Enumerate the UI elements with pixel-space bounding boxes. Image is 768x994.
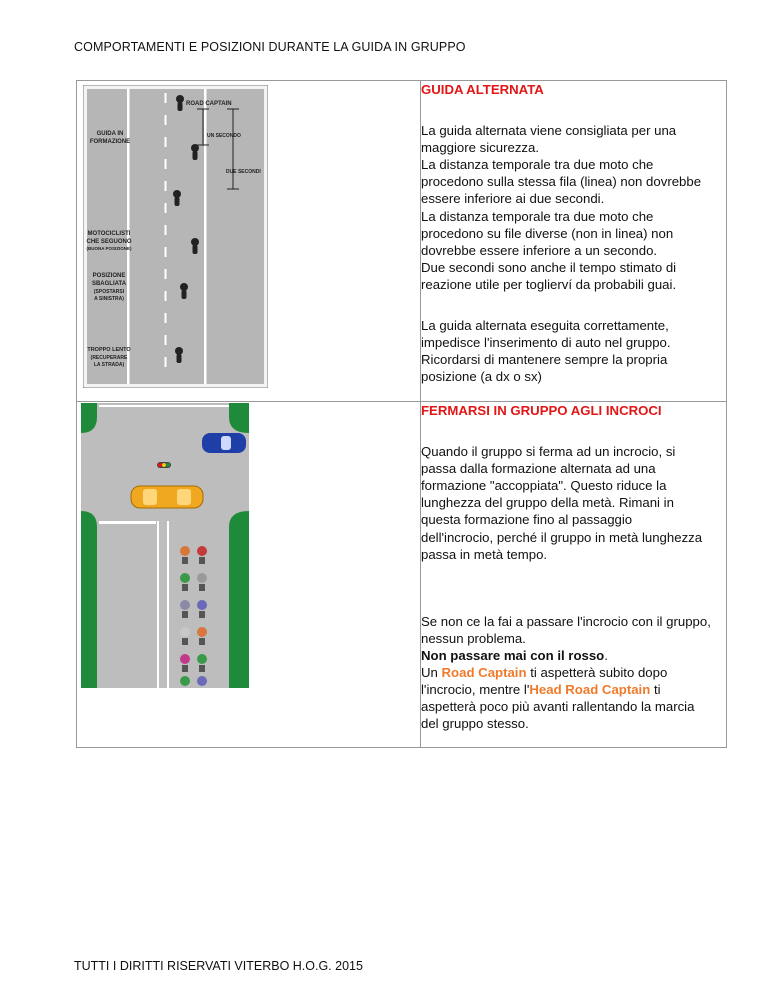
text-line: La distanza temporale tra due moto che — [421, 157, 654, 173]
text-line: passa in metà tempo. — [421, 546, 548, 562]
guida-alternata-paragraph-1 — [421, 122, 726, 293]
text-line: La guida alternata viene consigliata per una — [421, 123, 677, 139]
text-line: La guida alternata eseguita correttamente, — [421, 318, 669, 334]
traffic-light-icon — [157, 462, 171, 468]
text-line: questa formazione fino al passaggio — [421, 512, 633, 528]
stop-line — [99, 405, 229, 407]
road-captain-label: ROAD CAPTAIN — [186, 101, 232, 107]
intersection-diagram — [81, 403, 249, 688]
guida-alternata-text-cell — [421, 81, 727, 402]
content-table — [76, 80, 727, 748]
text-line: lunghezza del gruppo della metà. Rimani in — [421, 495, 674, 511]
text-line — [421, 664, 726, 681]
text-line: Due secondi sono anche il tempo stimato di — [421, 259, 677, 275]
lane-edge-line — [157, 521, 159, 688]
page-footer: TUTTI I DIRITTI RISERVATI VITERBO H.O.G. 2015 — [74, 959, 363, 973]
formazione-label: FORMAZIONE — [89, 139, 131, 145]
text-line: impedisce l'inserimento di auto nel gruppo. — [421, 335, 671, 351]
posizione-label: POSIZIONE — [92, 273, 126, 279]
spostarsi-label: (SPOSTARSI — [93, 289, 125, 295]
che-seguono-label: CHE SEGUONO — [86, 239, 132, 245]
incroci-text-cell — [421, 402, 727, 748]
bold-warning: Non passare mai con il rosso — [421, 647, 605, 663]
table-row — [77, 81, 727, 402]
guida-in-label: GUIDA IN — [96, 131, 124, 137]
recuperare-label: (RECUPERARE — [90, 355, 128, 361]
text-line: procedono su file diverse (non in linea) non — [421, 225, 674, 241]
text-line: reazione utile per toglierví da probabili guai. — [421, 276, 677, 292]
stop-line — [99, 521, 156, 524]
text-line — [421, 681, 726, 698]
lane-edge-line — [167, 521, 169, 688]
bold-warning-line — [421, 647, 726, 664]
text-line: del gruppo stesso. — [421, 716, 529, 732]
incroci-paragraph-2 — [421, 613, 726, 733]
text-line: nessun problema. — [421, 630, 526, 646]
motociclisti-label: MOTOCICLISTI — [87, 231, 131, 237]
text-line: passa dalla formazione alternata ad una — [421, 461, 656, 477]
un-secondo-label: UN SECONDO — [207, 133, 241, 139]
text-fragment: ti aspetterà subito dopo — [526, 665, 668, 681]
table-row — [77, 402, 727, 748]
incroci-paragraph-1 — [421, 443, 726, 563]
text-line: essere inferiore ai due secondi. — [421, 191, 605, 207]
text-line: La distanza temporale tra due moto che — [421, 208, 654, 224]
bold-warning-dot: . — [604, 647, 608, 663]
text-line: posizione (a dx o sx) — [421, 369, 542, 385]
text-line: Ricordarsi di mantenere sempre la propria — [421, 352, 668, 368]
troppo-lento-label: TROPPO LENTO — [87, 347, 131, 353]
formation-diagram-cell — [77, 81, 421, 402]
la-strada-label: LA STRADA) — [93, 362, 125, 368]
road-captain-highlight: Road Captain — [441, 665, 527, 681]
text-line: procedono sulla stessa fila (linea) non dovrebbe — [421, 174, 702, 190]
formation-diagram — [83, 85, 268, 388]
intersection-diagram-cell — [77, 402, 421, 748]
yellow-car-icon — [131, 486, 203, 508]
text-line: Se non ce la fai a passare l'incrocio con il gruppo, — [421, 613, 711, 629]
text-fragment: ti — [650, 682, 661, 698]
text-line: dell'incrocio, perché il gruppo in metà lunghezza — [421, 529, 703, 545]
page-header: COMPORTAMENTI E POSIZIONI DURANTE LA GUIDA IN GRUPPO — [74, 40, 466, 54]
sbagliata-label: SBAGLIATA — [91, 281, 127, 287]
guida-alternata-paragraph-2 — [421, 317, 726, 385]
a-sinistra-label: A SINISTRA) — [94, 296, 124, 302]
text-line: dovrebbe essere inferiore a un secondo. — [421, 242, 658, 258]
grass-corner — [229, 511, 249, 688]
grass-corner — [81, 511, 97, 688]
text-line: aspetterà poco più avanti rallentando la marcia — [421, 699, 695, 715]
due-secondi-label: DUE SECONDI — [226, 169, 261, 175]
head-road-captain-highlight: Head Road Captain — [529, 682, 651, 698]
section-title-incroci: FERMARSI IN GRUPPO AGLI INCROCI — [421, 403, 662, 418]
text-line: maggiore sicurezza. — [421, 140, 540, 156]
section-title-guida-alternata: GUIDA ALTERNATA — [421, 82, 544, 97]
text-fragment: Un — [421, 665, 442, 681]
buona-posizione-label: (BUONA POSIZIONE) — [86, 246, 132, 251]
text-fragment: l'incrocio, mentre l' — [421, 682, 530, 698]
text-line: Quando il gruppo si ferma ad un incrocio, si — [421, 444, 676, 460]
text-line: formazione "accoppiata". Questo riduce la — [421, 478, 667, 494]
blue-car-icon — [202, 433, 246, 453]
